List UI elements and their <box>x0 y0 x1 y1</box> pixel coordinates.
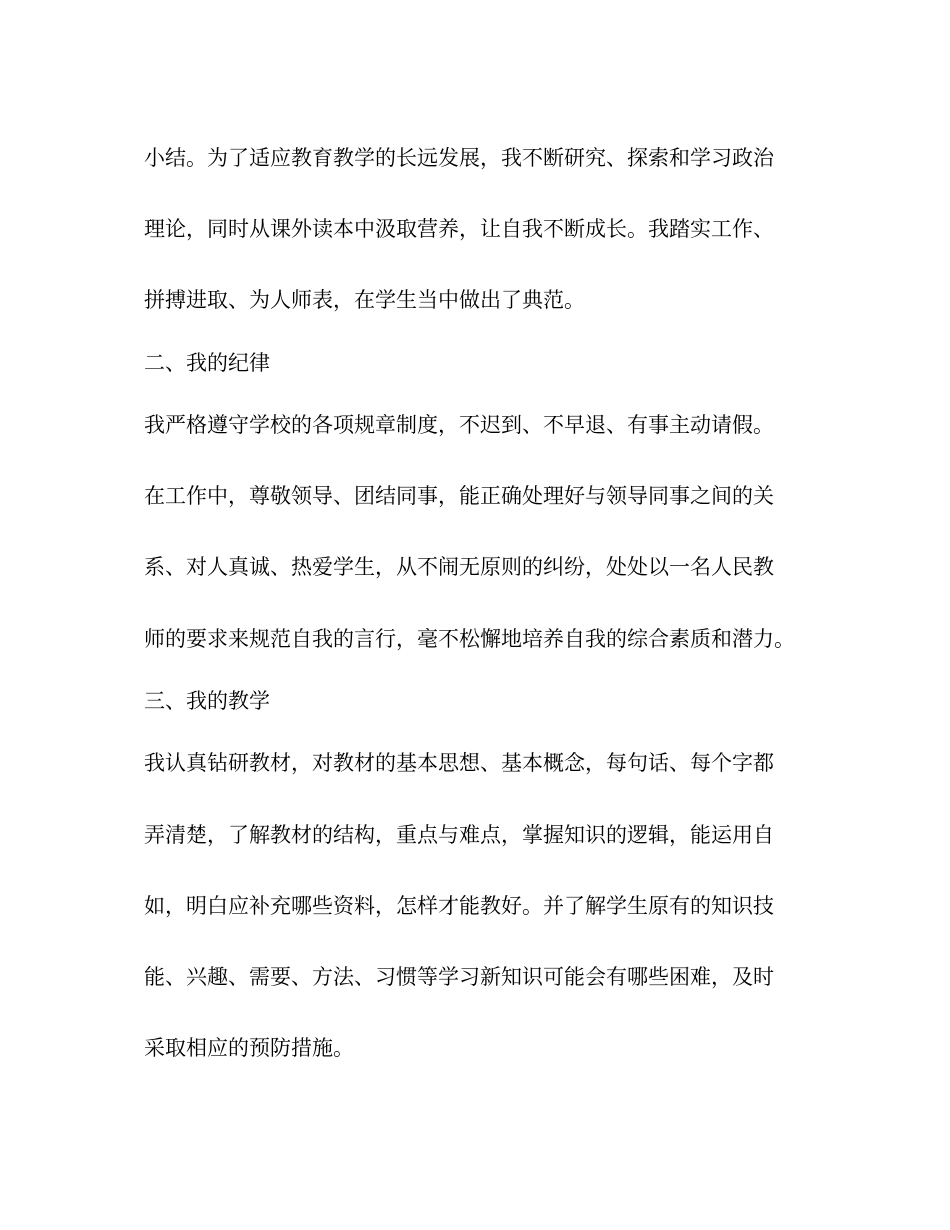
paragraph-line: 小结。为了适应教育教学的长远发展，我不断研究、探索和学习政治 <box>144 146 774 170</box>
paragraph-line: 在工作中，尊敬领导、团结同事，能正确处理好与领导同事之间的关 <box>144 484 774 508</box>
paragraph-line: 拼搏进取、为人师表，在学生当中做出了典范。 <box>144 288 585 312</box>
paragraph-line: 我严格遵守学校的各项规章制度，不迟到、不早退、有事主动请假。 <box>144 413 774 437</box>
section-heading-teaching: 三、我的教学 <box>144 689 270 713</box>
section-heading-discipline: 二、我的纪律 <box>144 351 270 375</box>
paragraph-line: 我认真钻研教材，对教材的基本思想、基本概念，每句话、每个字都 <box>144 751 774 775</box>
paragraph-line: 系、对人真诚、热爱学生，从不闹无原则的纠纷，处处以一名人民教 <box>144 555 774 579</box>
paragraph-line: 采取相应的预防措施。 <box>144 1036 354 1060</box>
paragraph-line: 理论，同时从课外读本中汲取营养，让自我不断成长。我踏实工作、 <box>144 217 774 241</box>
paragraph-line: 如，明白应补充哪些资料，怎样才能教好。并了解学生原有的知识技 <box>144 894 774 918</box>
paragraph-line: 弄清楚，了解教材的结构，重点与难点，掌握知识的逻辑，能运用自 <box>144 823 774 847</box>
paragraph-line: 师的要求来规范自我的言行，毫不松懈地培养自我的综合素质和潜力。 <box>144 627 795 651</box>
paragraph-line: 能、兴趣、需要、方法、习惯等学习新知识可能会有哪些困难，及时 <box>144 965 774 989</box>
